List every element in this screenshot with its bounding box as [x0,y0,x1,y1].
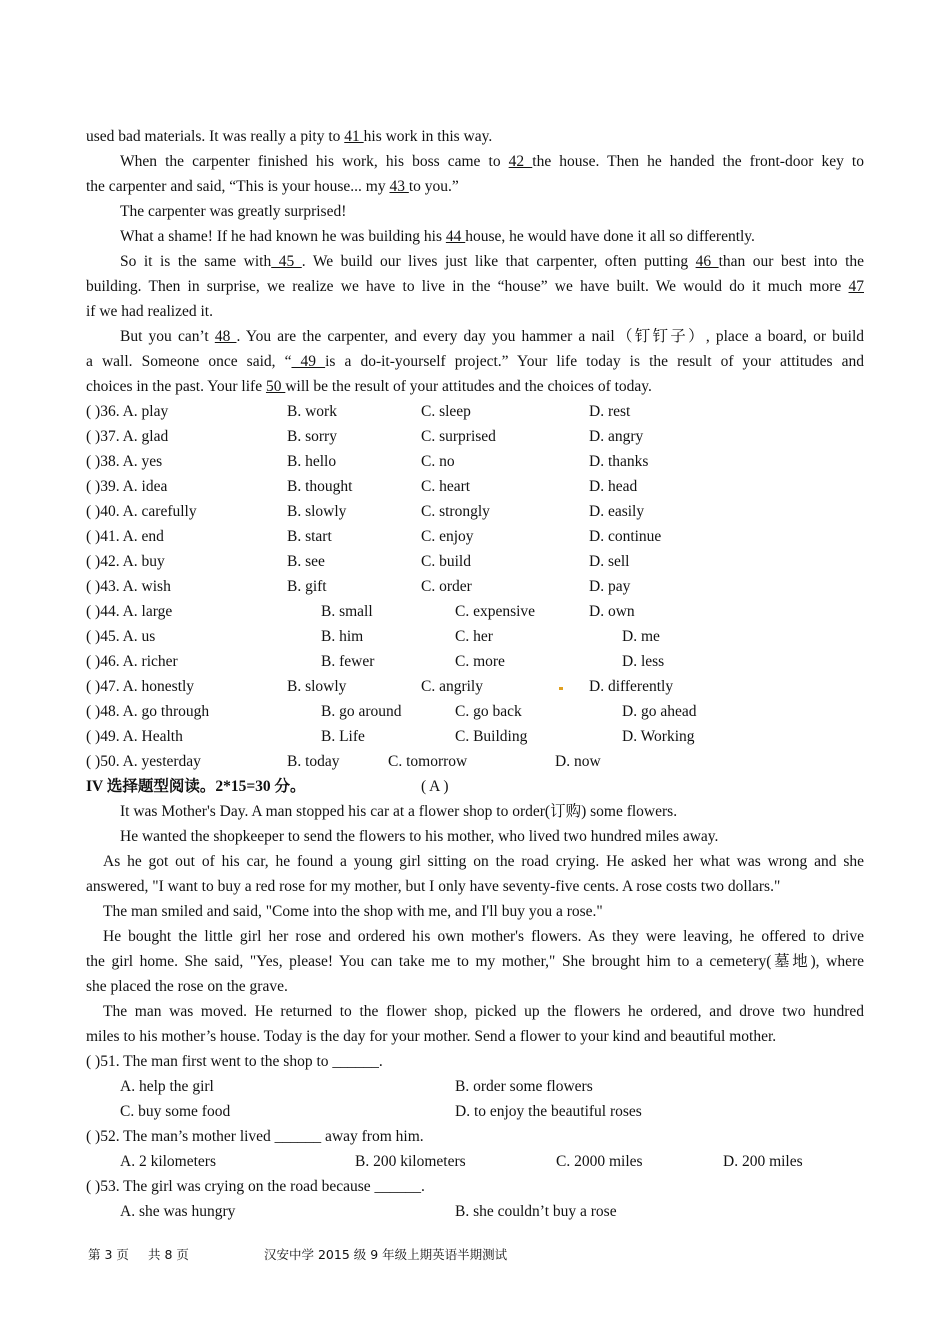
passage-line: As he got out of his car, he found a young girl sitting on the road crying. He asked her what was wrong and she [103,853,864,870]
cloze-line: a wall. Someone once said, “ 49 is a do-it-yourself project.” Your life today is the result of your attitudes and [86,353,865,370]
question-row: ( )46. A. richer B. fewer C. more D. less [86,653,665,670]
blank-44: 44 [445,228,466,245]
passage-line: He wanted the shopkeeper to send the flowers to his mother, who lived two hundred miles away. [120,828,719,845]
question-row: ( )40. A. carefully B. slowly C. strongly D. easily [86,503,645,520]
cloze-line: used bad materials. It was really a pity to 41 his work in this way. [86,128,493,145]
question-row: ( )44. A. large B. small C. expensive D. own [86,603,635,620]
blank-43: 43 [389,178,409,195]
option-row: A. 2 kilometers B. 200 kilometers C. 2000 miles D. 200 miles [120,1153,803,1170]
question-row: ( )36. A. play B. work C. sleep D. rest [86,403,631,420]
part-label: ( A ) [421,778,449,795]
passage-line: He bought the little girl her rose and ordered his own mother's flowers. As they were leaving, he offered to drive [103,928,864,945]
question-row: ( )47. A. honestly B. slowly C. angrily D. differently [86,678,674,695]
cloze-line: But you can’t 48 . You are the carpenter, and every day you hammer a nail（钉钉子）, place a board, or build [120,328,865,345]
blank-48: 48 [214,328,237,345]
option-row: C. buy some food D. to enjoy the beautiful roses [120,1103,642,1120]
option-row: A. she was hungry B. she couldn’t buy a rose [120,1203,617,1220]
footer-total: 共 8 页 [148,1247,189,1262]
blank-42: 42 [508,153,533,170]
passage-line: she placed the rose on the grave. [86,978,288,995]
question-row: ( )38. A. yes B. hello C. no D. thanks [86,453,649,470]
cloze-line: the carpenter and said, “This is your house... my 43 to you.” [86,178,459,195]
stray-mark-icon [559,687,563,690]
cloze-line: What a shame! If he had known he was building his 44 house, he would have done it all so differently. [120,228,755,245]
footer-page: 第 3 页 [88,1247,129,1262]
blank-49: 49 [291,353,326,370]
question-row: ( )49. A. Health B. Life C. Building D. Working [86,728,695,745]
question-row: ( )41. A. end B. start C. enjoy D. continue [86,528,662,545]
blank-47: 47 [848,278,864,295]
question-row: ( )37. A. glad B. sorry C. surprised D. angry [86,428,644,445]
question-row: ( )39. A. idea B. thought C. heart D. head [86,478,638,495]
blank-46: 46 [695,253,719,270]
footer-exam-title: 汉安中学 2015 级 9 年级上期英语半期测试 [264,1247,508,1262]
question-row: ( )42. A. buy B. see C. build D. sell [86,553,630,570]
cloze-line: choices in the past. Your life 50 will be the result of your attitudes and the choices of today. [86,378,652,395]
blank-41: 41 [344,128,364,145]
blank-50: 50 [265,378,286,395]
passage-line: The man was moved. He returned to the flower shop, picked up the flowers he ordered, and drove two hundred [103,1003,864,1020]
section-title: IV 选择题型阅读。2*15=30 分。 [86,778,306,795]
passage-line: miles to his mother’s house. Today is the day for your mother. Send a flower to your kind and beautiful mother. [86,1028,777,1045]
reading-question: ( )53. The girl was crying on the road because ______. [86,1178,425,1195]
question-row: ( )45. A. us B. him C. her D. me [86,628,660,645]
cloze-line: The carpenter was greatly surprised! [120,203,347,220]
question-row: ( )48. A. go through B. go around C. go back D. go ahead [86,703,697,720]
passage-line: It was Mother's Day. A man stopped his car at a flower shop to order(订购) some flowers. [120,803,678,820]
cloze-line: building. Then in surprise, we realize we have to live in the “house” we have built. We would do it much more 47 [86,278,864,295]
section-heading [86,774,864,799]
question-row: ( )43. A. wish B. gift C. order D. pay [86,578,631,595]
passage-line: the girl home. She said, "Yes, please! You can take me to my mother," She brought him to a cemetery(墓地), where [86,953,864,970]
cloze-line: When the carpenter finished his work, his boss came to 42 the house. Then he handed the front-door key to [120,153,864,170]
passage-line: answered, "I want to buy a red rose for my mother, but I only have seventy-five cents. A rose costs two dollars." [86,878,781,895]
blank-45: 45 [271,253,302,270]
cloze-line: if we had realized it. [86,303,213,320]
reading-question: ( )51. The man first went to the shop to ______. [86,1053,383,1070]
question-row: ( )50. A. yesterday B. today C. tomorrow D. now [86,753,601,770]
passage-line: The man smiled and said, "Come into the shop with me, and I'll buy you a rose." [103,903,603,920]
reading-question: ( )52. The man’s mother lived ______ away from him. [86,1128,424,1145]
cloze-line: So it is the same with 45 . We build our lives just like that carpenter, often putting 46 than our best into the [120,253,864,270]
option-row: A. help the girl B. order some flowers [120,1078,593,1095]
